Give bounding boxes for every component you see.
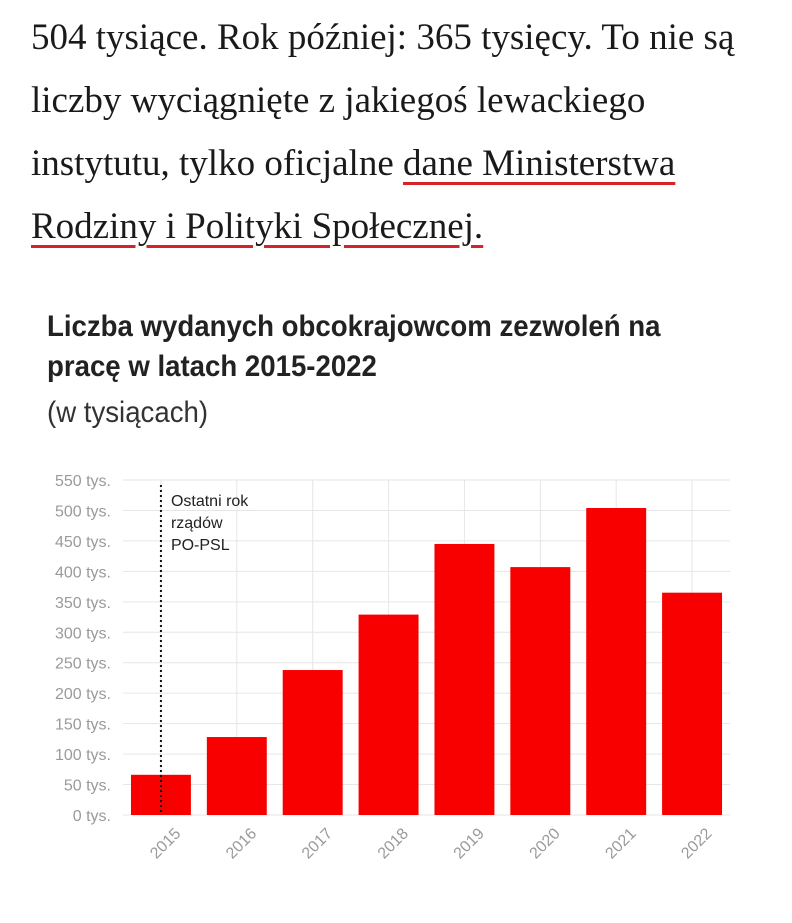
x-tick-label: 2022 bbox=[678, 825, 716, 863]
y-tick-label: 500 tys. bbox=[54, 503, 111, 521]
bar-chart bbox=[0, 460, 792, 923]
bar-2022 bbox=[662, 593, 722, 815]
x-tick-label: 2017 bbox=[298, 825, 337, 863]
chart-subtitle: (w tysiącach) bbox=[47, 396, 209, 429]
y-tick-label: 0 tys. bbox=[72, 808, 111, 825]
article-text: 504 tysiące. Rok później: 365 tysięcy. To nie są liczby wyciągnięte z jakiegoś lewackiego instytutu, tylko oficjalne bbox=[31, 17, 735, 184]
y-tick-label: 550 tys. bbox=[54, 473, 111, 490]
chart-title: Liczba wydanych obcokrajowcom zezwoleń na pracę w latach 2015-2022 bbox=[47, 310, 661, 383]
annotation-text: Ostatni rok bbox=[170, 493, 249, 510]
y-tick-label: 250 tys. bbox=[54, 655, 111, 673]
y-tick-label: 150 tys. bbox=[54, 716, 111, 734]
y-tick-label: 350 tys. bbox=[54, 594, 111, 612]
y-tick-label: 400 tys. bbox=[54, 564, 111, 582]
bar-2020 bbox=[510, 567, 570, 815]
y-tick-label: 100 tys. bbox=[54, 747, 111, 765]
x-tick-label: 2015 bbox=[147, 825, 185, 863]
bar-2018 bbox=[359, 615, 419, 815]
article-paragraph bbox=[31, 6, 771, 258]
annotation-text: rządów bbox=[170, 515, 223, 532]
annotation-text: PO-PSL bbox=[170, 537, 230, 554]
bar-2017 bbox=[283, 670, 343, 815]
ministry-data-link[interactable]: dane Ministerstwa Rodziny i Polityki Społecznej. bbox=[31, 143, 676, 247]
x-tick-label: 2016 bbox=[223, 825, 261, 863]
bar-2021 bbox=[586, 508, 646, 815]
x-tick-label: 2019 bbox=[450, 825, 488, 863]
y-tick-label: 200 tys. bbox=[54, 686, 111, 704]
y-tick-label: 50 tys. bbox=[63, 777, 111, 795]
x-tick-label: 2020 bbox=[526, 825, 564, 863]
bar-2016 bbox=[207, 737, 267, 815]
y-tick-label: 300 tys. bbox=[54, 625, 111, 643]
x-tick-label: 2021 bbox=[602, 825, 640, 863]
y-tick-label: 450 tys. bbox=[54, 533, 111, 551]
bar-2019 bbox=[434, 544, 494, 815]
x-tick-label: 2018 bbox=[374, 825, 412, 863]
